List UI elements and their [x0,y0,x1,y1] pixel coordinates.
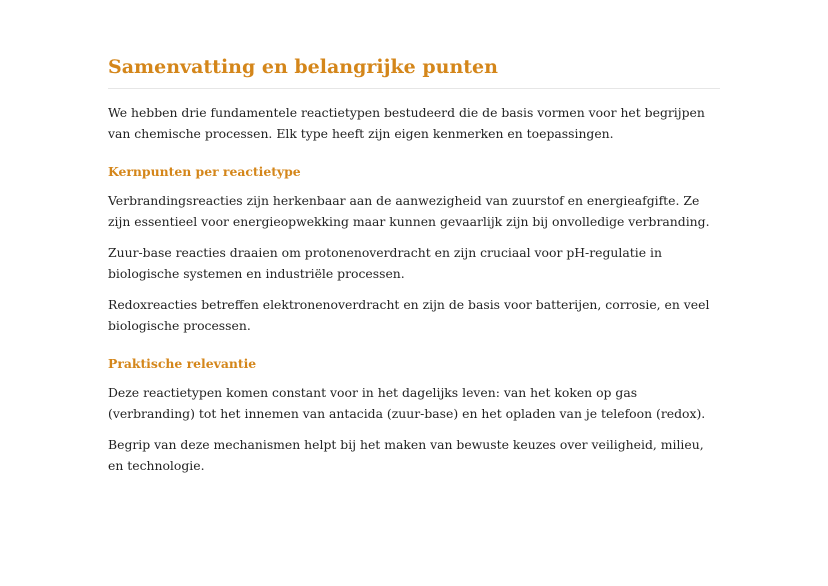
section-heading-kernpunten: Kernpunten per reactietype [108,164,301,179]
summary-article [108,54,720,476]
intro-paragraph: We hebben drie fundamentele reactietypen bestudeerd die de basis vormen voor het begrijpen van chemische processen. Elk type heeft zijn eigen kenmerken en toepassingen. [108,105,705,141]
paragraph-dagelijks-leven: Deze reactietypen komen constant voor in het dagelijks leven: van het koken op gas (verbranding) tot het innemen van antacida (zuur-base) en het opladen van je telefoon (redox). [108,385,706,421]
paragraph-verbranding: Verbrandingsreacties zijn herkenbaar aan de aanwezigheid van zuurstof en energieafgifte. Ze zijn essentieel voor energieopwekking maar kunnen gevaarlijk zijn bij onvolledige verbranding. [108,193,710,229]
paragraph-begrip: Begrip van deze mechanismen helpt bij het maken van bewuste keuzes over veiligheid, milieu, en technologie. [108,437,704,473]
page-title: Samenvatting en belangrijke punten [108,54,720,89]
section-heading-praktische-relevantie: Praktische relevantie [108,356,257,371]
paragraph-redox: Redoxreacties betreffen elektronenoverdracht en zijn de basis voor batterijen, corrosie, en veel biologische processen. [108,297,710,333]
paragraph-zuur-base: Zuur-base reacties draaien om protonenoverdracht en zijn cruciaal voor pH-regulatie in biologische systemen en industriële processen. [108,245,662,281]
